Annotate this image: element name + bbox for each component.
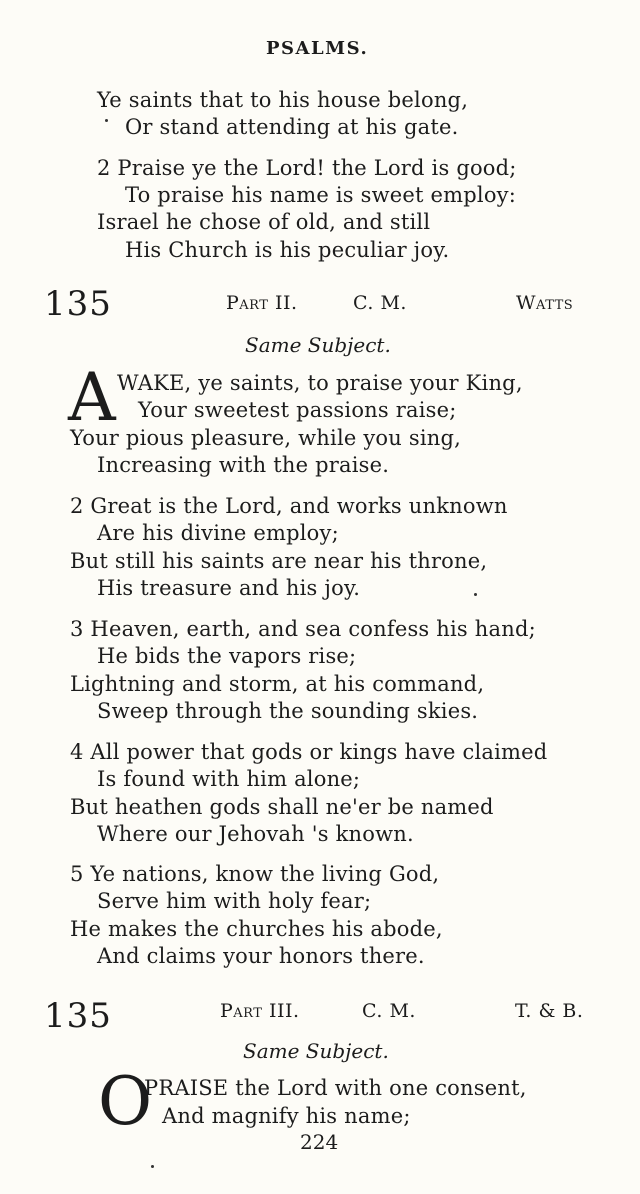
verse-line: Serve him with holy fear; — [97, 889, 372, 913]
page-number: 224 — [300, 1130, 339, 1154]
verse-line: Your sweetest passions raise; — [138, 398, 457, 422]
hymn-subtitle: Same Subject. — [243, 1039, 389, 1063]
verse-line: 2 Great is the Lord, and works unknown — [70, 494, 508, 518]
print-speck — [151, 1165, 154, 1168]
hymn-part: Part III. — [220, 1000, 300, 1022]
verse-line: Lightning and storm, at his command, — [70, 672, 485, 696]
verse-line: And claims your honors there. — [97, 944, 425, 968]
drop-cap: O — [98, 1063, 153, 1140]
hymn-part: Part II. — [226, 292, 298, 314]
drop-cap: A — [68, 359, 116, 436]
verse-line: Ye saints that to his house belong, — [97, 88, 469, 112]
verse-line: Sweep through the sounding skies. — [97, 699, 479, 723]
verse-line: But heathen gods shall ne'er be named — [70, 795, 494, 819]
verse-line: Israel he chose of old, and still — [97, 210, 431, 234]
verse-line: Increasing with the praise. — [97, 453, 390, 477]
print-speck — [105, 119, 108, 122]
hymn-number: 135 — [44, 996, 112, 1036]
hymn-author: Watts — [516, 292, 574, 314]
running-header: PSALMS. — [266, 38, 369, 59]
verse-line: But still his saints are near his throne, — [70, 549, 488, 573]
verse-line: 4 All power that gods or kings have claimed — [70, 740, 548, 764]
verse-line: Where our Jehovah 's known. — [97, 822, 414, 846]
verse-line: Are his divine employ; — [97, 521, 339, 545]
print-speck — [474, 593, 477, 596]
hymn-subtitle: Same Subject. — [245, 333, 391, 357]
verse-line: WAKE, ye saints, to praise your King, — [117, 371, 523, 395]
hymn-meter: C. M. — [353, 292, 407, 314]
verse-line: And magnify his name; — [162, 1104, 411, 1128]
verse-line: His treasure and his joy. — [97, 576, 361, 600]
verse-line: His Church is his peculiar joy. — [125, 238, 450, 262]
hymn-meter: C. M. — [362, 1000, 416, 1022]
verse-line: 3 Heaven, earth, and sea confess his hand; — [70, 617, 536, 641]
verse-line: To praise his name is sweet employ: — [125, 183, 517, 207]
hymn-number: 135 — [44, 284, 112, 324]
verse-line: He bids the vapors rise; — [97, 644, 357, 668]
hymn-author: T. & B. — [515, 1000, 584, 1022]
verse-line: He makes the churches his abode, — [70, 917, 443, 941]
verse-line: 2 Praise ye the Lord! the Lord is good; — [97, 156, 517, 180]
verse-line: Or stand attending at his gate. — [125, 115, 459, 139]
verse-line: Your pious pleasure, while you sing, — [70, 426, 462, 450]
verse-line: PRAISE the Lord with one consent, — [144, 1076, 527, 1100]
verse-line: Is found with him alone; — [97, 767, 361, 791]
verse-line: 5 Ye nations, know the living God, — [70, 862, 440, 886]
